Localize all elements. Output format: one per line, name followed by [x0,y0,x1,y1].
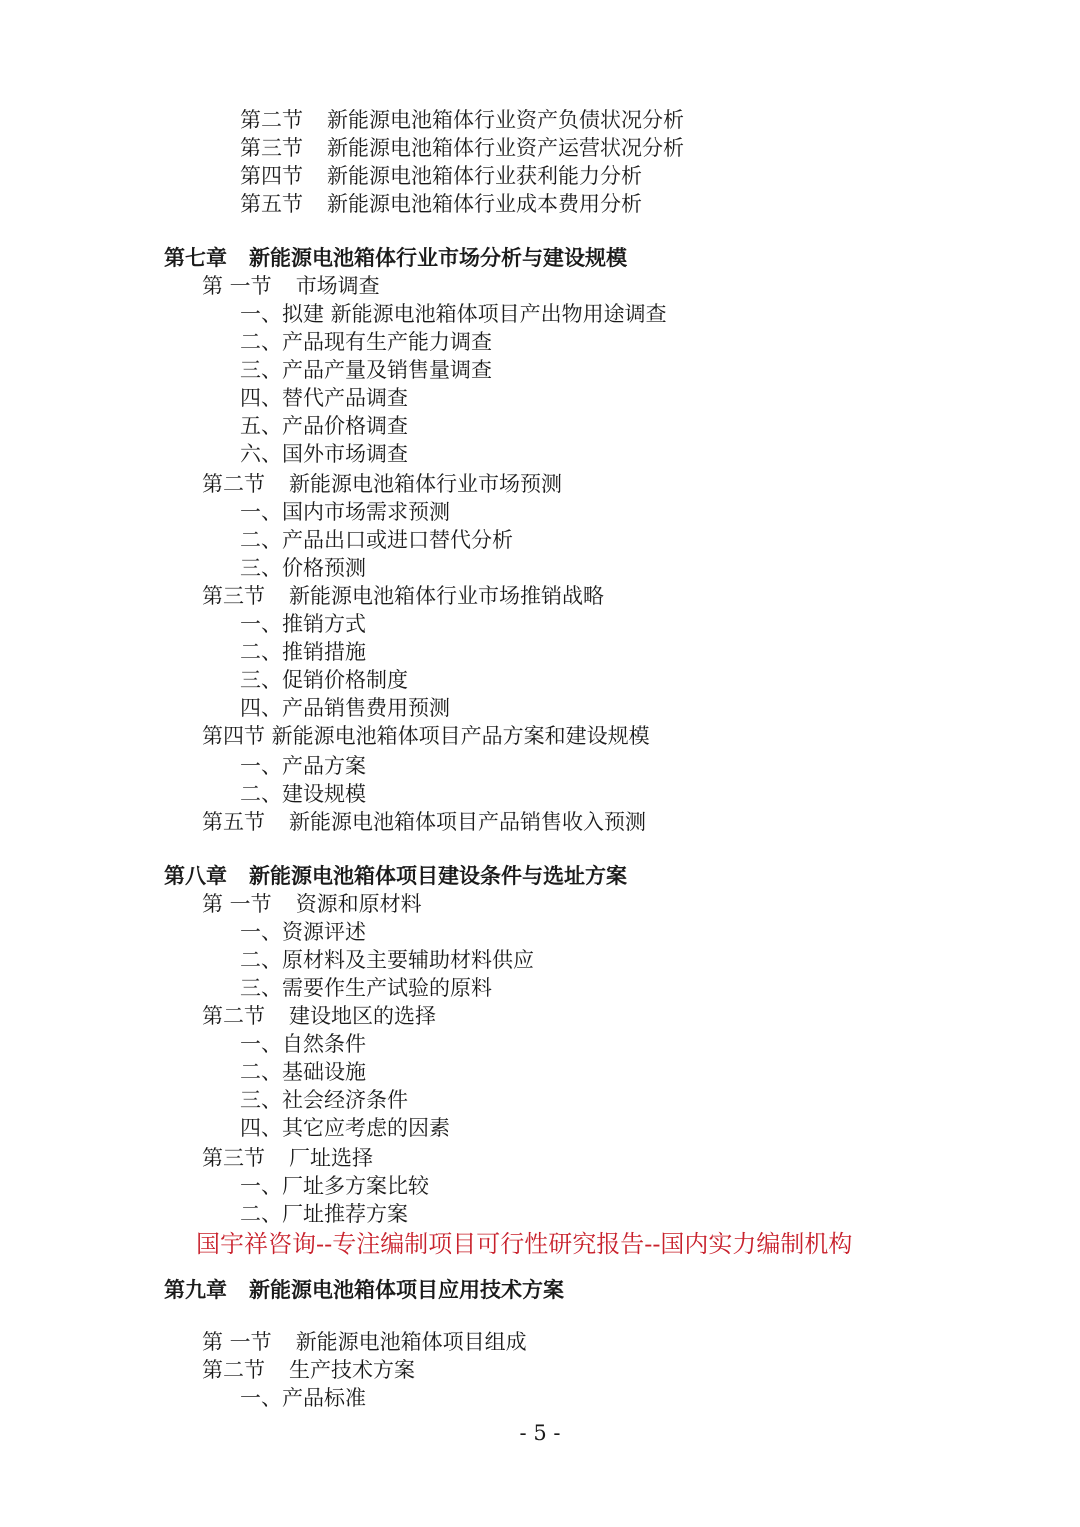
section-title: 新能源电池箱体行业资产运营状况分析 [327,136,684,160]
section-number: 第二节 [202,1358,265,1382]
toc-chapter [164,1276,564,1304]
toc-item: 一、产品方案 [240,754,366,778]
toc-item: 二、原材料及主要辅助材料供应 [240,948,534,972]
section-number: 第四节 [240,164,303,188]
toc-item: 一、产品标准 [240,1386,366,1410]
toc-item: 一、推销方式 [240,612,366,636]
toc-section [240,106,684,134]
section-title: 市场调查 [295,274,380,298]
toc-item: 二、产品出口或进口替代分析 [240,528,513,552]
toc-item: 六、国外市场调查 [240,442,408,466]
section-number: 第 一节 [202,892,272,916]
toc-section [240,190,642,218]
section-title: 新能源电池箱体项目组成 [295,1330,527,1354]
toc-item: 三、促销价格制度 [240,668,408,692]
toc-section [202,1002,436,1030]
toc-item: 一、拟建 新能源电池箱体项目产出物用途调查 [240,302,667,326]
chapter-number: 第九章 [164,1277,227,1302]
toc-item: 三、价格预测 [240,556,366,580]
chapter-title: 新能源电池箱体项目建设条件与选址方案 [249,863,627,888]
section-title: 新能源电池箱体行业资产负债状况分析 [327,108,684,132]
toc-section [202,808,646,836]
section-number: 第 一节 [202,274,272,298]
section-number: 第三节 [202,584,265,608]
chapter-title: 新能源电池箱体项目应用技术方案 [249,1277,564,1302]
page-number: - 5 - [519,1421,561,1445]
toc-chapter [164,244,627,272]
toc-section [202,890,422,918]
toc-item: 三、产品产量及销售量调查 [240,358,492,382]
toc-item: 一、自然条件 [240,1032,366,1056]
section-number: 第三节 [240,136,303,160]
toc-item: 五、产品价格调查 [240,414,408,438]
section-number: 第二节 [240,108,303,132]
toc-item: 三、社会经济条件 [240,1088,408,1112]
toc-item: 四、替代产品调查 [240,386,408,410]
toc-item: 二、推销措施 [240,640,366,664]
toc-section [202,1328,527,1356]
section-title: 资源和原材料 [295,892,422,916]
section-number: 第二节 [202,1004,265,1028]
toc-chapter [164,862,627,890]
toc-item: 一、国内市场需求预测 [240,500,450,524]
section-number: 第三节 [202,1146,265,1170]
toc-item: 一、资源评述 [240,920,366,944]
toc-item: 二、建设规模 [240,782,366,806]
toc-item: 二、基础设施 [240,1060,366,1084]
toc-item: 二、厂址推荐方案 [240,1202,408,1226]
toc-section [202,582,604,610]
section-title: 新能源电池箱体行业获利能力分析 [327,164,642,188]
toc-item: 一、厂址多方案比较 [240,1174,429,1198]
toc-section [202,1144,373,1172]
toc-section [202,1356,415,1384]
section-title: 新能源电池箱体行业成本费用分析 [327,192,642,216]
section-title: 新能源电池箱体项目产品销售收入预测 [289,810,646,834]
section-title: 新能源电池箱体行业市场推销战略 [289,584,604,608]
section-title: 厂址选择 [289,1146,373,1170]
section-number: 第五节 [240,192,303,216]
chapter-number: 第八章 [164,863,227,888]
chapter-title: 新能源电池箱体行业市场分析与建设规模 [249,245,627,270]
toc-item: 四、产品销售费用预测 [240,696,450,720]
toc-section [240,162,642,190]
toc-section [202,470,562,498]
section-title: 生产技术方案 [289,1358,415,1382]
chapter-number: 第七章 [164,245,227,270]
section-number: 第 一节 [202,1330,272,1354]
toc-section [202,272,380,300]
toc-section: 第四节 新能源电池箱体项目产品方案和建设规模 [202,724,650,748]
section-number: 第二节 [202,472,265,496]
section-title: 新能源电池箱体行业市场预测 [289,472,562,496]
section-number: 第五节 [202,810,265,834]
toc-item: 四、其它应考虑的因素 [240,1116,450,1140]
toc-section [240,134,684,162]
section-title: 建设地区的选择 [289,1004,436,1028]
toc-item: 二、产品现有生产能力调查 [240,330,492,354]
promo-text: 国宇祥咨询--专注编制项目可行性研究报告--国内实力编制机构 [196,1230,853,1258]
toc-item: 三、需要作生产试验的原料 [240,976,492,1000]
